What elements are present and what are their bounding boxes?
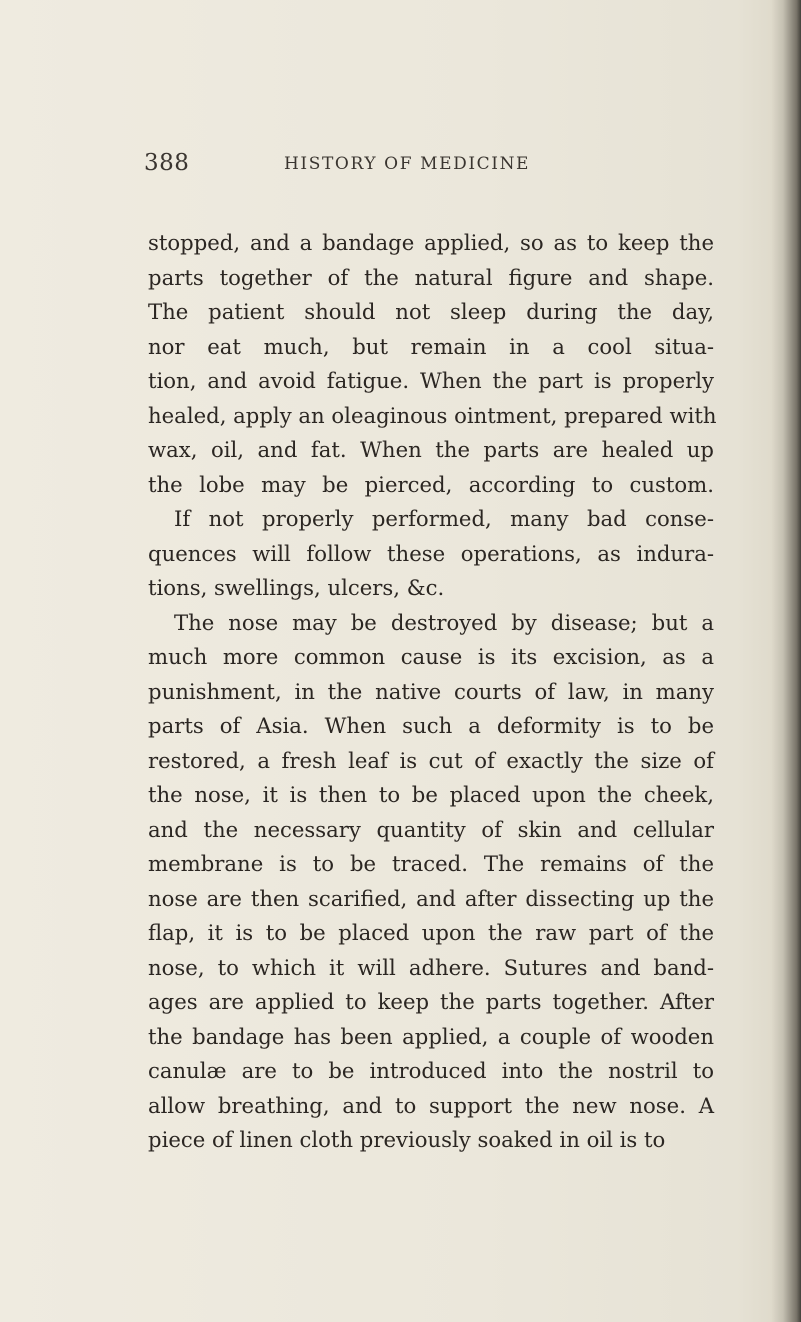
text-line: quences will follow these operations, as indura- xyxy=(148,540,714,566)
text-line: much more common cause is its excision, as a xyxy=(148,644,714,669)
text-line: nose, to which it will adhere. Sutures and band- xyxy=(148,954,714,980)
text-line: nose are then scarified, and after dissecting up the xyxy=(148,885,714,911)
page-edge-shadow xyxy=(771,0,801,1322)
text-line: wax, oil, and fat. When the parts are healed up xyxy=(148,437,714,462)
text-line: membrane is to be traced. The remains of the xyxy=(148,851,714,876)
text-line: nor eat much, but remain in a cool situa- xyxy=(148,333,714,359)
text-line: ages are applied to keep the parts together. After xyxy=(148,989,714,1014)
paragraph-end-line: tions, swellings, ulcers, &c. xyxy=(148,575,445,600)
text-line: the lobe may be pierced, according to custom. xyxy=(148,471,714,497)
text-line: The patient should not sleep during the day, xyxy=(148,299,714,324)
text-line: piece of linen cloth previously soaked in oil is to xyxy=(148,1127,666,1152)
text-line: punishment, in the native courts of law, in many xyxy=(148,678,714,704)
text-line: flap, it is to be placed upon the raw part of the xyxy=(148,920,714,945)
text-line: parts together of the natural figure and shape. xyxy=(148,264,714,290)
text-line: restored, a fresh leaf is cut of exactly the size of xyxy=(148,747,714,773)
body-text xyxy=(148,226,717,1158)
paragraph-start-line: The nose may be destroyed by disease; but a xyxy=(174,609,714,635)
page-number: 388 xyxy=(144,150,190,176)
text-line: the bandage has been applied, a couple of wooden xyxy=(148,1023,714,1049)
paragraph-start-line: If not properly performed, many bad conse- xyxy=(174,506,714,531)
text-line: parts of Asia. When such a deformity is to be xyxy=(148,713,714,738)
text-line: canulæ are to be introduced into the nostril to xyxy=(148,1058,714,1083)
text-line: the nose, it is then to be placed upon the cheek, xyxy=(148,782,714,807)
text-line: stopped, and a bandage applied, so as to keep the xyxy=(148,230,714,255)
running-head: HISTORY OF MEDICINE xyxy=(284,154,531,174)
text-line: allow breathing, and to support the new nose. A xyxy=(148,1092,714,1118)
text-line: healed, apply an oleaginous ointment, prepared with xyxy=(148,402,717,428)
text-line: and the necessary quantity of skin and cellular xyxy=(148,816,714,842)
text-line: tion, and avoid fatigue. When the part is properly xyxy=(148,368,714,393)
